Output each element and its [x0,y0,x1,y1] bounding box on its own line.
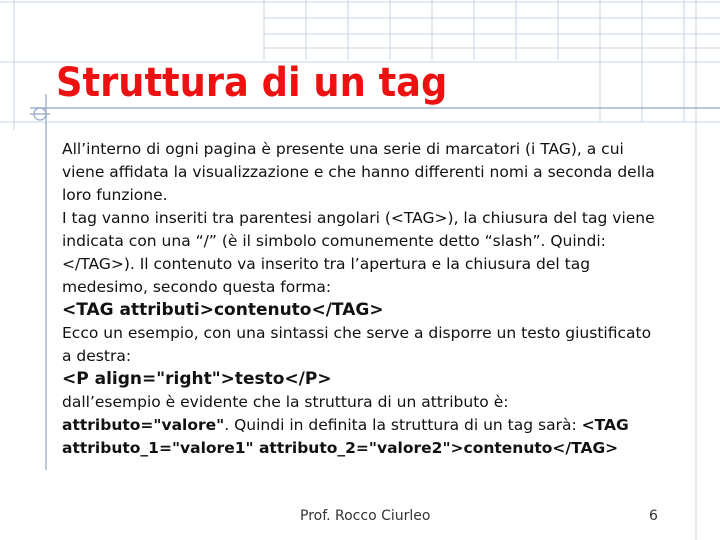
code-inline-attribute: attributo="valore" [62,416,225,434]
slide-title: Struttura di un tag [56,60,448,106]
page-number: 6 [649,508,658,524]
text-run: . Quindi in definita la struttura di un tag sarà: [224,416,582,434]
footer-author: Prof. Rocco Ciurleo [300,508,431,524]
text-run: All’interno di ogni pagina è presente una serie di marcatori (i [62,140,541,158]
paragraph-attribute-structure [62,391,662,460]
code-example-align-right: <P align="right">testo</P> [62,369,332,389]
text-run: TAG [403,209,435,227]
code-inline-tag-structure: <TAG attributo_1="valore1" attributo_2="valore2">contenuto</TAG> [62,416,629,457]
text-run: dall’esempio è evidente che la struttura di un attributo è: [62,393,509,411]
text-run: TAG [80,255,111,273]
paragraph-intro [62,138,662,207]
text-run: ), a cui viene affidata la visualizzazione e che hanno differenti nomi a seconda della loro funzione. [62,140,655,204]
text-run: >), la chiusura del tag viene indicata con una “/” (è il simbolo comunemente detto “slash”. Quindi: </ [62,209,655,273]
slide-body [62,138,662,460]
text-run: I tag vanno inseriti tra parentesi angolari (< [62,209,404,227]
paragraph-example-intro: Ecco un esempio, con una sintassi che serve a disporre un testo giustificato a destra: [62,324,652,365]
code-example-tag-form: <TAG attributi>contenuto</TAG> [62,300,384,320]
text-run: >). Il contenuto va inserito tra l’apertura e la chiusura del tag medesimo, secondo questa forma: [62,255,591,296]
paragraph-angle-brackets [62,207,662,299]
text-run: TAG [540,140,571,158]
